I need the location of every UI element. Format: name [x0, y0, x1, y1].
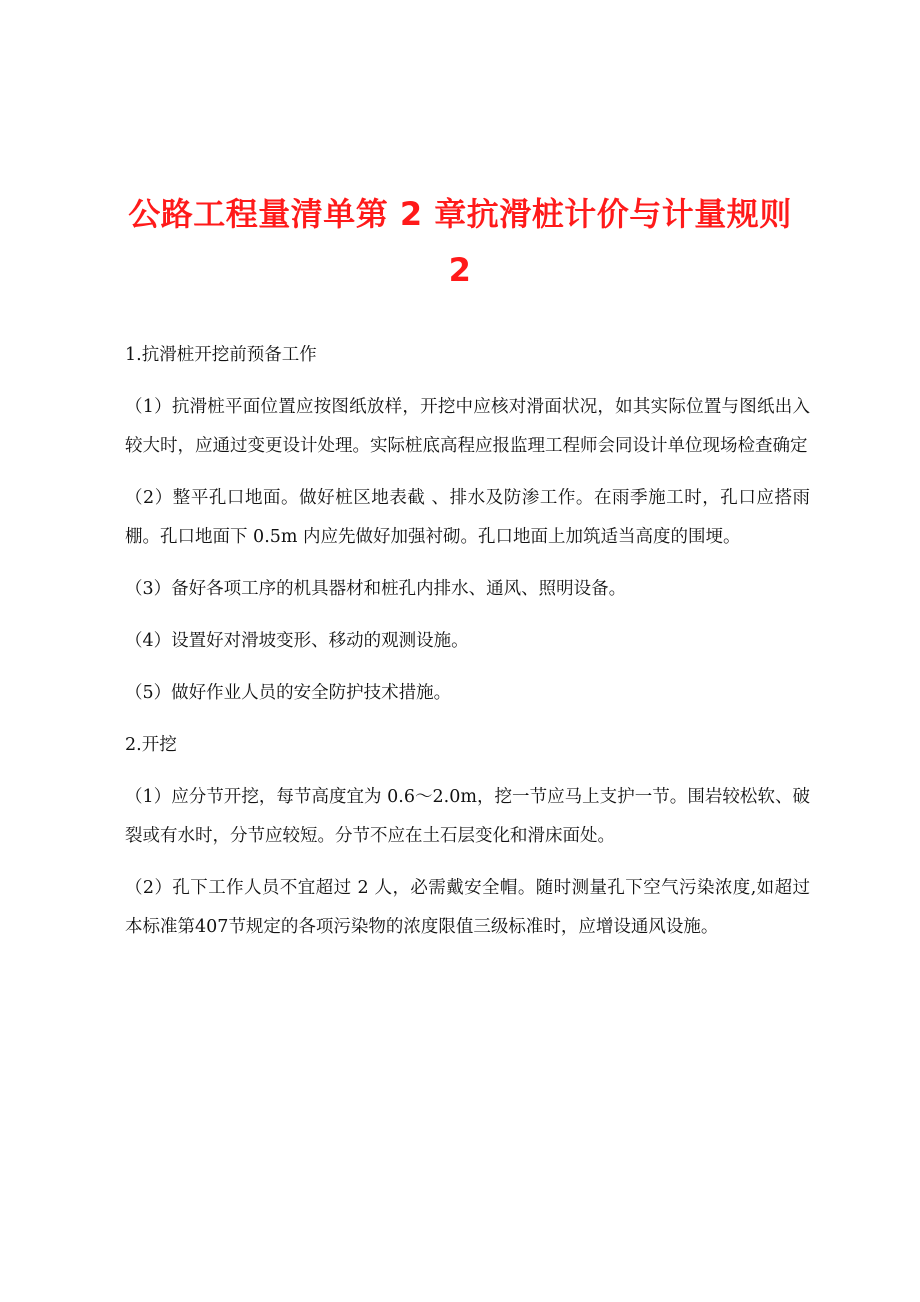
- section-heading-2: 2.开挖: [125, 735, 177, 755]
- paragraph-2-2: （2）孔下工作人员不宜超过 2 人，必需戴安全帽。随时测量孔下空气污染浓度,如超过本标准第407节规定的各项污染物的浓度限值三级标准时，应增设通风设施。: [125, 878, 810, 937]
- document-title: [110, 186, 810, 298]
- section-heading-1: 1.抗滑桩开挖前预备工作: [125, 345, 317, 365]
- paragraph-1-2: （2）整平孔口地面。做好桩区地表截 、排水及防渗工作。在雨季施工时，孔口应搭雨棚。孔口地面下 0.5m 内应先做好加强衬砌。孔口地面上加筑适当高度的围埂。: [125, 488, 810, 547]
- paragraph-1-5: （5）做好作业人员的安全防护技术措施。: [125, 683, 452, 703]
- title-line-2: 2: [448, 251, 472, 289]
- document-body: [125, 336, 810, 960]
- paragraph-2-1: （1）应分节开挖，每节高度宜为 0.6～2.0m，挖一节应马上支护一节。围岩较松软、破裂或有水时，分节应较短。分节不应在土石层变化和滑床面处。: [125, 787, 810, 846]
- title-line-1: 公路工程量清单第 2 章抗滑桩计价与计量规则: [128, 195, 792, 233]
- paragraph-1-3: （3）备好各项工序的机具器材和桩孔内排水、通风、照明设备。: [125, 579, 627, 599]
- paragraph-1-1: （1）抗滑桩平面位置应按图纸放样，开挖中应核对滑面状况，如其实际位置与图纸出入较大时，应通过变更设计处理。实际桩底高程应报监理工程师会同设计单位现场检查确定: [125, 397, 810, 456]
- paragraph-1-4: （4）设置好对滑坡变形、移动的观测设施。: [125, 631, 469, 651]
